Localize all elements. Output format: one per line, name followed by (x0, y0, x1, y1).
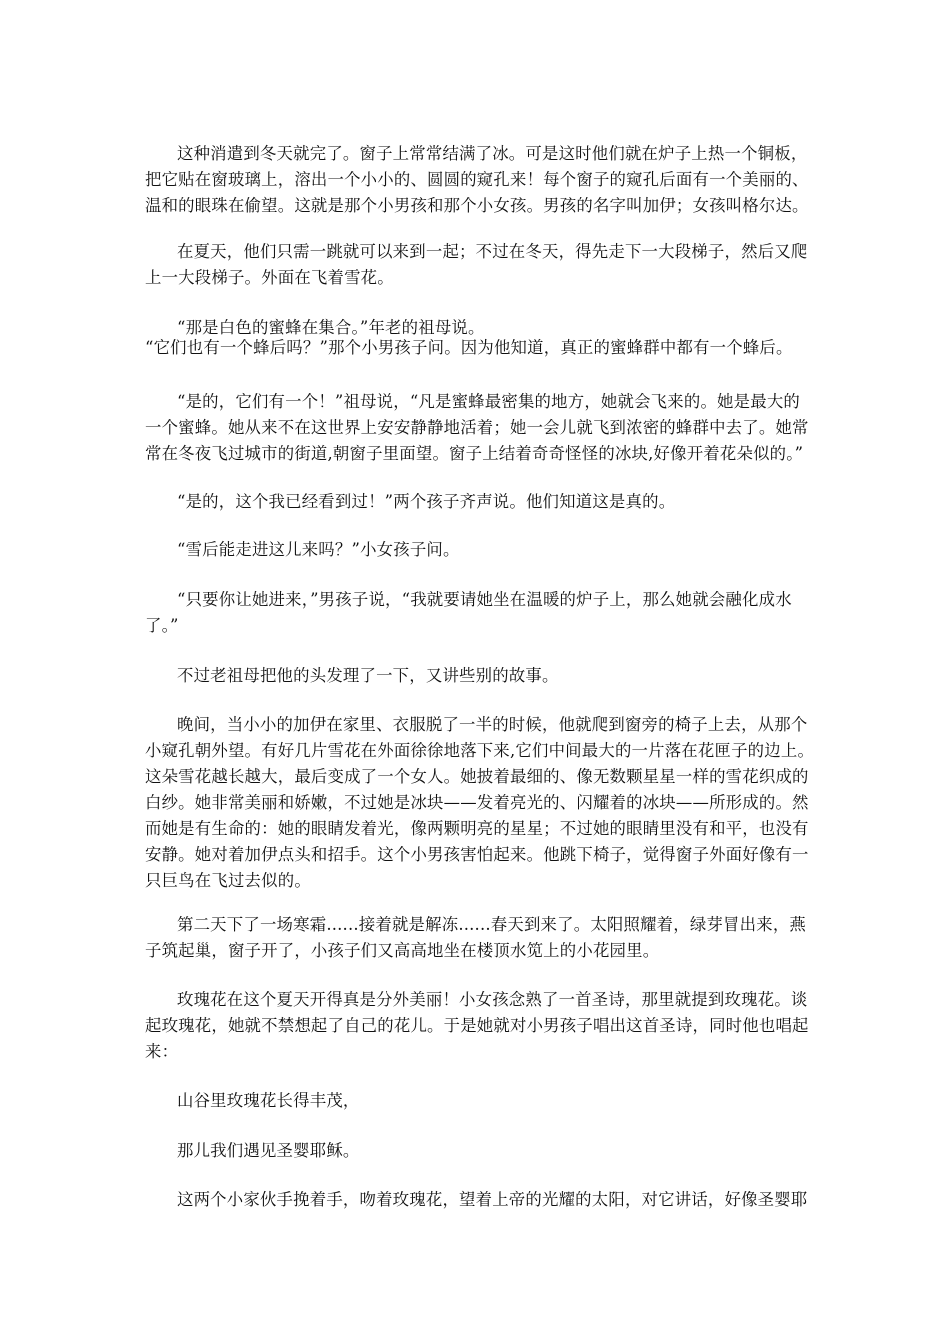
text-line: 这朵雪花越长越大，最后变成了一个女人。她披着最细的、像无数颗星星一样的雪花织成的 (145, 767, 809, 786)
paragraph-roses-hymn (145, 987, 811, 1065)
text-line: 在夏天，他们只需一跳就可以来到一起；不过在冬天，得先走下一大段梯子，然后又爬 (177, 242, 808, 261)
text-line: 玫瑰花在这个夏天开得真是分外美丽！小女孩念熟了一首圣诗，那里就提到玫瑰花。谈 (177, 990, 808, 1009)
text-line: “那是白色的蜜蜂在集合。”年老的祖母说。 (177, 318, 485, 337)
paragraph-white-bees (145, 315, 811, 361)
text-line: 来： (145, 1042, 179, 1061)
text-line: 白纱。她非常美丽和娇嫩，不过她是冰块——发着亮光的、闪耀着的冰块——所形成的。然 (145, 793, 809, 812)
paragraph-hymn-line-1 (145, 1088, 811, 1114)
paragraph-children-reply (145, 489, 811, 515)
text-line: 起玫瑰花，她就不禁想起了自己的花儿。于是她就对小男孩子唱出这首圣诗，同时他也唱起 (145, 1016, 809, 1035)
text-line: 常在冬夜飞过城市的街道,朝窗子里面望。窗子上结着奇奇怪怪的冰块,好像开着花朵似的。” (145, 444, 804, 463)
text-line: 上一大段梯子。外面在飞着雪花。 (145, 268, 394, 287)
paragraph-spring-arrives (145, 912, 811, 964)
paragraph-girl-question (145, 537, 811, 563)
text-line: “它们也有一个蜂后吗？”那个小男孩子问。因为他知道，真正的蜜蜂群中都有一个蜂后。 (145, 338, 793, 357)
text-line: 温和的眼珠在偷望。这就是那个小男孩和那个小女孩。男孩的名字叫加伊；女孩叫格尔达。 (145, 196, 809, 215)
text-line: 只巨鸟在飞过去似的。 (145, 871, 311, 890)
text-line: 那儿我们遇见圣婴耶稣。 (177, 1141, 360, 1160)
text-line: “是的，这个我已经看到过！”两个孩子齐声说。他们知道这是真的。 (177, 492, 676, 511)
paragraph-summer-winter (145, 239, 811, 291)
text-line: 安静。她对着加伊点头和招手。这个小男孩害怕起来。他跳下椅子，觉得窗子外面好像有一 (145, 845, 809, 864)
paragraph-boy-answer (145, 587, 811, 639)
paragraph-hymn-line-2 (145, 1138, 811, 1164)
text-line: 第二天下了一场寒霜......接着就是解冻......春天到来了。太阳照耀着，绿芽冒出来，燕 (177, 915, 807, 934)
text-line: 了。” (145, 616, 179, 635)
text-line: 一个蜜蜂。她从来不在这世界上安安静静地活着；她一会儿就飞到浓密的蜂群中去了。她常 (145, 418, 809, 437)
text-line: 子筑起巢，窗子开了，小孩子们又高高地坐在楼顶水笕上的小花园里。 (145, 941, 660, 960)
text-line: 而她是有生命的：她的眼睛发着光，像两颗明亮的星星；不过她的眼睛里没有和平，也没有 (145, 819, 809, 838)
text-line: “只要你让她进来，”男孩子说，“我就要请她坐在温暖的炉子上，那么她就会融化成水 (177, 590, 792, 609)
text-line: 这两个小家伙手挽着手，吻着玫瑰花，望着上帝的光耀的太阳，对它讲话，好像圣婴耶 (177, 1190, 808, 1209)
paragraph-children-roses (145, 1187, 811, 1213)
paragraph-grandmother-answer (145, 389, 811, 467)
text-line: 把它贴在窗玻璃上，溶出一个小小的、圆圆的窥孔来！每个窗子的窥孔后面有一个美丽的、 (145, 170, 809, 189)
paragraph-snow-queen-appears (145, 712, 815, 894)
paragraph-other-stories (145, 663, 811, 689)
text-line: 山谷里玫瑰花长得丰茂， (177, 1091, 360, 1110)
text-line: “是的，它们有一个！”祖母说，“凡是蜜蜂最密集的地方，她就会飞来的。她是最大的 (177, 392, 800, 411)
text-line: 这种消遣到冬天就完了。窗子上常常结满了冰。可是这时他们就在炉子上热一个铜板， (177, 144, 808, 163)
text-line: 晚间，当小小的加伊在家里、衣服脱了一半的时候，他就爬到窗旁的椅子上去，从那个 (177, 715, 808, 734)
text-line: 小窥孔朝外望。有好几片雪花在外面徐徐地落下来,它们中间最大的一片落在花匣子的边上。 (145, 741, 815, 760)
text-line: 不过老祖母把他的头发理了一下，又讲些别的故事。 (177, 666, 559, 685)
paragraph-window-peephole (145, 141, 811, 219)
text-line: “雪后能走进这儿来吗？”小女孩子问。 (177, 540, 460, 559)
